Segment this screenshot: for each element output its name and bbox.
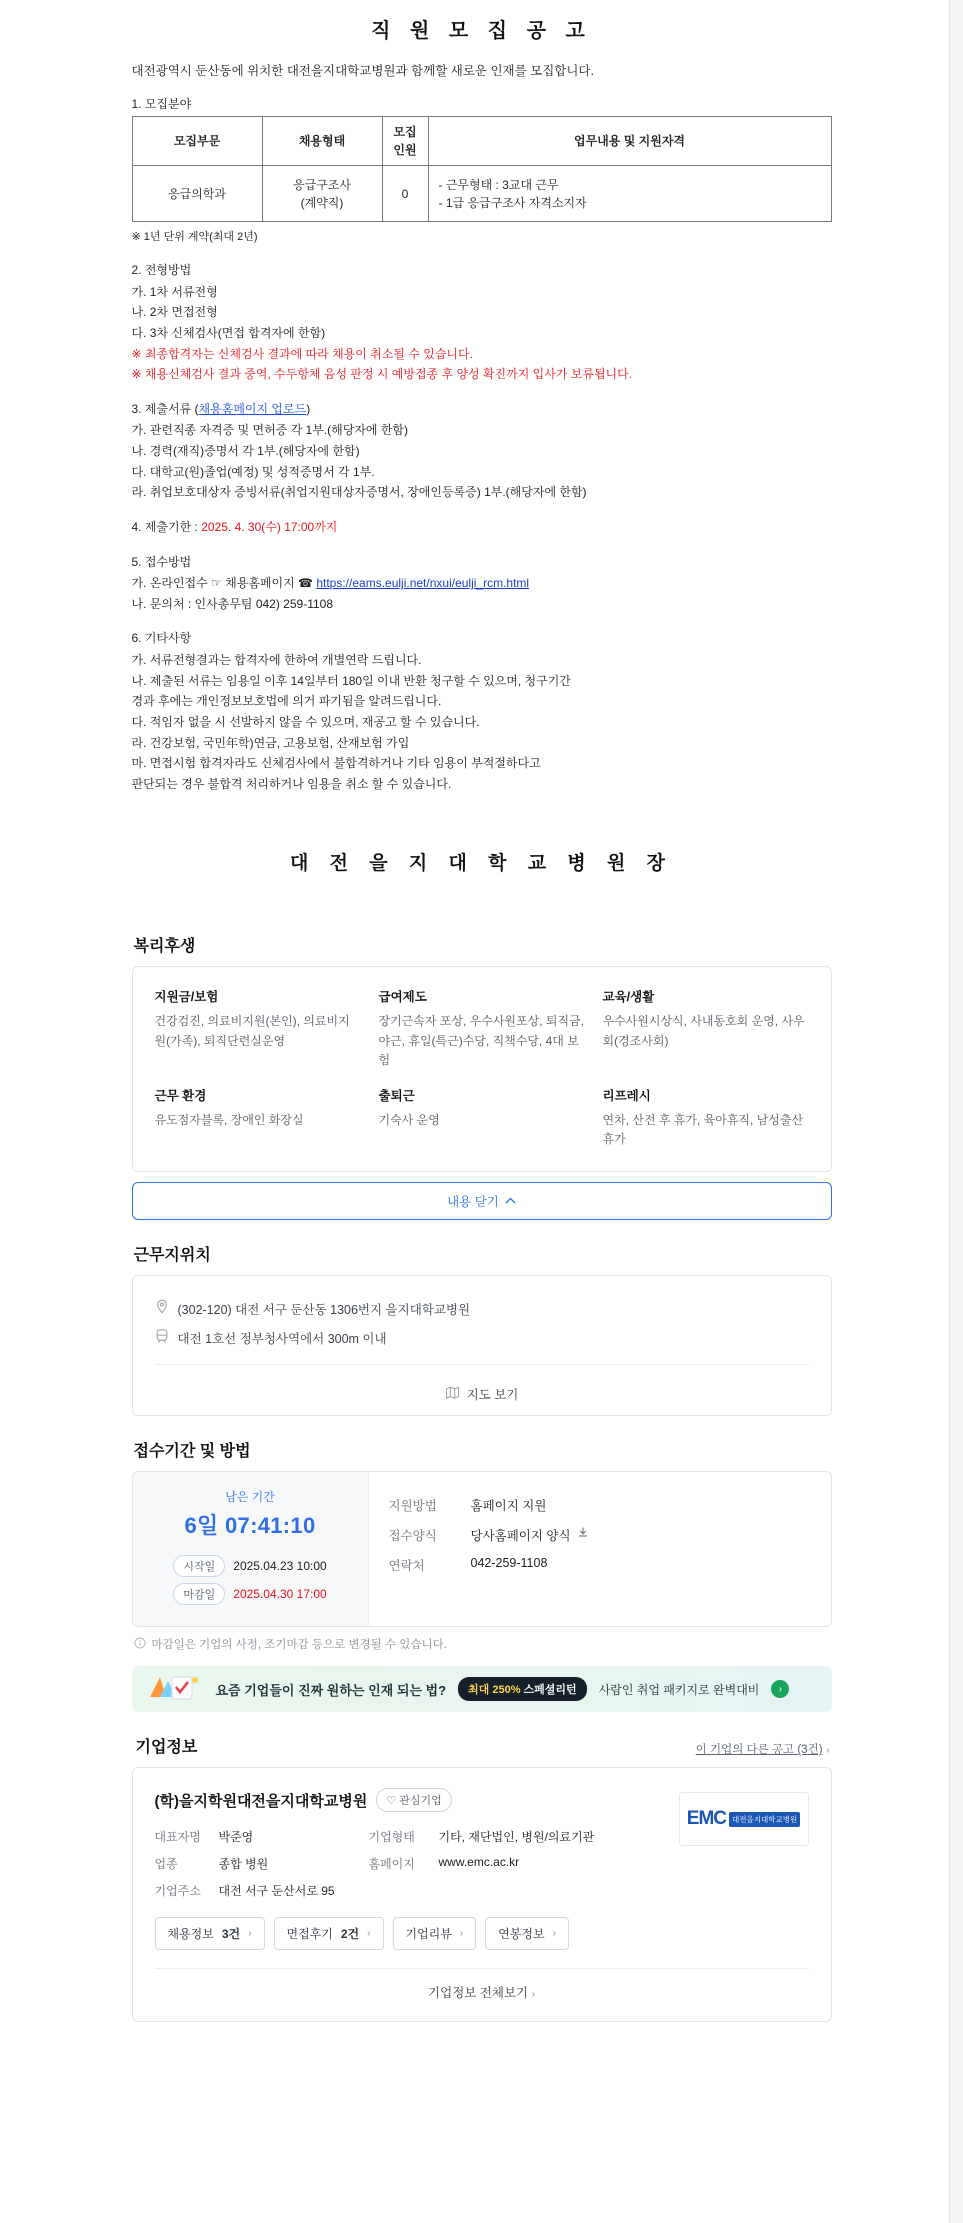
chip-interview-review[interactable] xyxy=(274,1917,384,1950)
collapse-content-button[interactable] xyxy=(132,1182,832,1220)
cell-type-line2: (계약직) xyxy=(300,195,344,210)
section-4-deadline: 2025. 4. 30(수) 17:00까지 xyxy=(201,519,338,534)
location-heading: 근무지위치 xyxy=(133,1247,211,1265)
apply-contact-value: 042-259-1108 xyxy=(470,1556,548,1571)
section-1-label: 1. 모집분야 xyxy=(131,97,192,111)
benefit-title: 지원금/보험 xyxy=(154,990,219,1005)
cell-duty-line2: - 1급 응급구조사 자격소지자 xyxy=(438,195,587,210)
chevron-right-icon: › xyxy=(459,1928,464,1940)
section-2-line-3: 다. 3차 신체검사(면접 합격자에 한함) xyxy=(131,325,326,340)
section-4-label: 4. 제출기한 : xyxy=(131,519,202,534)
company-logo-subtext: 대전을지대학교병원 xyxy=(729,1812,800,1827)
start-date-value: 2025.04.23 10:00 xyxy=(233,1559,327,1574)
company-address-value: 대전 서구 둔산서로 95 xyxy=(218,1884,335,1899)
chip-recruit-label: 채용정보 xyxy=(167,1927,214,1942)
chip-salary-info[interactable] xyxy=(485,1917,569,1950)
benefit-desc: 연차, 산전 후 휴가, 육아휴직, 남성출산휴가 xyxy=(602,1112,804,1147)
section-3-head-prefix: 3. 제출서류 ( xyxy=(131,401,199,416)
benefit-item xyxy=(379,1086,585,1149)
banner-badge-highlight: 최대 250% xyxy=(468,1684,521,1697)
grid-spacer-a xyxy=(369,1882,439,1899)
section-2-warning-1: ※ 최종합격자는 신체검사 결과에 따라 채용이 취소될 수 있습니다. xyxy=(131,346,473,361)
chevron-right-icon: › xyxy=(552,1928,556,1940)
section-6-line-3: 경과 후에는 개인정보보호법에 의거 파기됨을 알려드립니다. xyxy=(131,694,442,709)
interest-company-label: 관심기업 xyxy=(399,1795,442,1808)
apply-heading: 접수기간 및 방법 xyxy=(133,1443,251,1461)
apply-site-link[interactable]: https://eams.eulji.net/nxui/eulji_rcm.html xyxy=(316,576,530,591)
benefit-title: 교육/생활 xyxy=(602,990,655,1005)
end-date-value: 2025.04.30 17:00 xyxy=(233,1587,327,1602)
benefit-title: 근무 환경 xyxy=(154,1088,207,1103)
section-3-line-4: 라. 취업보호대상자 증빙서류(취업지원대상자증명서, 장애인등록증) 1부.(해당자에 한함) xyxy=(131,485,587,500)
notice-body xyxy=(132,0,832,911)
apply-details xyxy=(369,1472,831,1626)
section-5 xyxy=(132,552,832,629)
apply-form-value: 당사홈페이지 양식 xyxy=(470,1529,571,1544)
apply-note xyxy=(132,1627,832,1652)
benefit-item xyxy=(603,1086,809,1149)
cell-duty xyxy=(428,166,831,222)
th-count xyxy=(382,117,428,166)
apply-countdown xyxy=(133,1472,369,1626)
chevron-right-icon: › xyxy=(531,1989,535,2001)
apply-section xyxy=(132,1416,832,1712)
company-ceo-value: 박준영 xyxy=(218,1830,254,1845)
th-dept: 모집부문 xyxy=(132,117,262,166)
company-address-key: 기업주소 xyxy=(154,1884,201,1899)
apply-method-value: 홈페이지 지원 xyxy=(470,1499,547,1514)
apply-note-text: 마감일은 기업의 사정, 조기마감 등으로 변경될 수 있습니다. xyxy=(151,1639,447,1652)
section-5-line-1-prefix: 가. 온라인접수 ☞ 채용홈페이지 ☎ xyxy=(131,576,317,591)
section-3-head-suffix: ) xyxy=(306,401,311,416)
section-6-line-1: 가. 서류전형결과는 합격자에 한하여 개별연락 드립니다. xyxy=(131,653,422,667)
table-note: ※ 1년 단위 계약(최대 2년) xyxy=(131,231,258,243)
section-5-head: 5. 접수방법 xyxy=(131,554,192,569)
banner-text: 요즘 기업들이 진짜 원하는 인재 되는 법? xyxy=(215,1682,447,1698)
remaining-time: 6일 07:41:10 xyxy=(184,1513,316,1539)
notice-signature: 대 전 을 지 대 학 교 병 원 장 xyxy=(289,853,674,875)
section-6-line-4: 다. 적임자 없을 시 선발하지 않을 수 있으며, 재공고 할 수 있습니다. xyxy=(131,714,480,729)
banner-badge xyxy=(458,1677,587,1701)
section-2-warning-2: ※ 채용신체검사 결과 중역, 수두항체 음성 판정 시 예방접종 후 양성 확진까지 입사가 보류됩니다. xyxy=(131,367,633,382)
section-2-head: 2. 전형방법 xyxy=(131,263,192,277)
location-transit-row xyxy=(155,1323,809,1352)
benefit-item xyxy=(379,987,585,1070)
section-3-line-1: 가. 관련직종 자격증 및 면허증 각 1부.(해당자에 한함) xyxy=(131,423,409,438)
location-section xyxy=(132,1220,832,1416)
chip-interview-count: 2건 xyxy=(340,1927,360,1942)
section-6-line-2: 나. 제출된 서류는 임용일 이후 14일부터 180일 이내 반환 청구할 수 있으며, 청구기간 xyxy=(131,673,571,688)
benefits-grid xyxy=(133,967,831,1171)
section-6 xyxy=(132,628,832,808)
section-4-head xyxy=(132,517,832,538)
company-info-grid xyxy=(155,1812,715,1899)
chip-recruit-info[interactable] xyxy=(155,1917,265,1950)
section-5-line-2: 나. 문의처 : 인사총무팀 042) 259-1108 xyxy=(131,596,334,611)
company-heading: 기업정보 xyxy=(135,1739,198,1757)
benefit-desc: 건강검진, 의료비지원(본인), 의료비지원(가족), 퇴직단련실운영 xyxy=(154,1014,350,1048)
th-count-line1: 모집 xyxy=(393,125,417,139)
cell-duty-line1: - 근무형태 : 3교대 근무 xyxy=(438,177,559,192)
benefit-title: 급여제도 xyxy=(378,990,427,1005)
chevron-up-icon xyxy=(505,1194,516,1208)
section-3-line-3: 다. 대학교(원)졸업(예정) 및 성적증명서 각 1부. xyxy=(131,464,375,479)
section-6-line-6: 마. 면접시험 합격자라도 신체검사에서 불합격하거나 기타 임용이 부적절하다고 xyxy=(131,756,541,771)
location-transit: 대전 1호선 정부청사역에서 300m 이내 xyxy=(177,1331,387,1346)
company-industry-value: 종합 병원 xyxy=(218,1857,269,1872)
apply-card xyxy=(132,1471,832,1627)
th-type: 채용형태 xyxy=(262,117,382,166)
table-row xyxy=(132,166,831,222)
company-section xyxy=(132,1712,832,2022)
benefit-title: 리프레시 xyxy=(602,1088,651,1103)
start-date-pill: 시작일 xyxy=(173,1555,225,1577)
grid-spacer-b xyxy=(439,1882,715,1899)
benefits-section xyxy=(132,911,832,1220)
benefit-title: 출퇴근 xyxy=(378,1088,415,1103)
chip-interview-label: 면접후기 xyxy=(286,1927,333,1942)
map-icon xyxy=(445,1385,460,1403)
benefit-item xyxy=(155,1086,361,1149)
cell-count: 0 xyxy=(382,166,428,222)
company-chip-row xyxy=(155,1899,809,1950)
chip-salary-label: 연봉정보 xyxy=(498,1927,545,1942)
section-2-line-2: 나. 2차 면접전형 xyxy=(131,305,218,320)
interest-company-tag[interactable] xyxy=(376,1788,451,1812)
recruit-table xyxy=(132,116,832,222)
notice-title: 직 원 모 집 공 고 xyxy=(371,20,592,42)
apply-form-key: 접수양식 xyxy=(388,1529,437,1544)
benefit-desc: 기숙사 운영 xyxy=(378,1112,440,1127)
section-3-line-2: 나. 경력(재직)증명서 각 1부.(해당자에 한함) xyxy=(131,444,360,458)
view-map-button[interactable] xyxy=(133,1373,831,1415)
remaining-label: 남은 기간 xyxy=(225,1490,275,1505)
company-view-all-label: 기업정보 전체보기 xyxy=(428,1986,529,2001)
cell-type-line1: 응급구조사 xyxy=(293,177,351,192)
apply-contact-key: 연락처 xyxy=(388,1559,425,1574)
company-logo xyxy=(679,1792,809,1846)
benefit-item xyxy=(603,987,809,1070)
company-name: (학)을지학원대전을지대학교병원 xyxy=(154,1792,368,1810)
chevron-right-icon: › xyxy=(367,1928,371,1940)
company-logo-text: EMC xyxy=(686,1808,726,1830)
company-type-value: 기타, 재단법인, 병원/의료기관 xyxy=(438,1830,595,1845)
th-duty: 업무내용 및 지원자격 xyxy=(428,117,831,166)
company-homepage-value[interactable]: www.emc.ac.kr xyxy=(438,1855,520,1870)
table-header-row xyxy=(132,117,831,166)
section-3-head-link[interactable]: 채용홈페이지 업로드 xyxy=(198,401,307,416)
benefit-desc: 유도점자블록, 장애인 화장실 xyxy=(154,1112,304,1127)
location-address-row xyxy=(155,1294,809,1323)
banner-badge-rest: 스페셜리턴 xyxy=(520,1684,577,1697)
benefit-item xyxy=(155,987,361,1070)
banner-subtext: 사람인 취업 패키지로 완벽대비 xyxy=(598,1682,760,1697)
section-3-head xyxy=(132,399,832,421)
company-header xyxy=(132,1712,832,1767)
company-other-postings-label: 이 기업의 다른 공고 (3건) xyxy=(695,1744,823,1757)
company-view-all-button[interactable] xyxy=(155,1968,809,2001)
start-date-row xyxy=(133,1552,368,1580)
company-homepage-key: 홈페이지 xyxy=(368,1857,415,1872)
section-6-line-5: 라. 건강보험, 국민年학)연금, 고용보험, 산재보험 가입 xyxy=(131,735,410,750)
download-icon[interactable] xyxy=(577,1526,589,1544)
info-icon xyxy=(134,1637,146,1652)
benefit-desc: 장기근속자 포상, 우수사원포상, 퇴직금, 야근, 휴일(특근)수당, 직책수당, 4대 보험 xyxy=(378,1014,584,1067)
page-right-strip xyxy=(949,0,963,2223)
location-divider xyxy=(155,1364,809,1365)
chip-recruit-count: 3건 xyxy=(221,1927,241,1942)
location-body xyxy=(133,1276,831,1373)
promo-banner[interactable] xyxy=(132,1666,832,1712)
location-address: (302-120) 대전 서구 둔산동 1306번지 을지대학교병원 xyxy=(177,1302,471,1317)
company-card xyxy=(132,1767,832,2022)
company-type-key: 기업형태 xyxy=(368,1830,415,1845)
location-card xyxy=(132,1275,832,1416)
map-pin-icon xyxy=(155,1299,169,1318)
section-3 xyxy=(132,399,832,517)
apply-method-key: 지원방법 xyxy=(388,1499,437,1514)
benefits-card xyxy=(132,966,832,1172)
section-6-head: 6. 기타사항 xyxy=(131,631,192,646)
view-map-label: 지도 보기 xyxy=(466,1388,519,1403)
collapse-label: 내용 닫기 xyxy=(447,1195,499,1210)
apply-form-row xyxy=(389,1520,811,1550)
benefits-heading: 복리후생 xyxy=(133,938,196,956)
chevron-right-icon: › xyxy=(248,1928,252,1940)
cell-type xyxy=(262,166,382,222)
th-count-line2: 인원 xyxy=(393,143,417,157)
heart-icon: ♡ xyxy=(386,1795,397,1808)
notice-lead: 대전광역시 둔산동에 위치한 대전을지대학교병원과 함께할 새로운 인재를 모집합니다. xyxy=(131,64,594,78)
chip-company-review[interactable] xyxy=(393,1917,477,1950)
section-6-line-7: 판단되는 경우 불합격 처리하거나 임용을 취소 할 수 있습니다. xyxy=(131,776,452,791)
company-ceo-key: 대표자명 xyxy=(154,1830,201,1845)
apply-method-row xyxy=(389,1490,811,1520)
subway-icon xyxy=(155,1328,169,1347)
cell-dept: 응급의학과 xyxy=(132,166,262,222)
chevron-right-icon: › xyxy=(826,1745,830,1757)
company-industry-key: 업종 xyxy=(154,1857,178,1872)
section-2 xyxy=(132,260,832,399)
chip-company-review-label: 기업리뷰 xyxy=(405,1927,452,1942)
arrow-right-icon[interactable]: › xyxy=(771,1680,789,1698)
banner-graphic-icon xyxy=(146,1671,204,1708)
section-2-line-1: 가. 1차 서류전형 xyxy=(131,284,218,299)
end-date-pill: 마감일 xyxy=(173,1583,225,1605)
end-date-row xyxy=(133,1580,368,1608)
section-5-line-1 xyxy=(132,573,832,594)
apply-contact-row xyxy=(389,1550,811,1580)
section-4 xyxy=(132,517,832,552)
company-other-postings-link[interactable] xyxy=(696,1741,830,1757)
benefit-desc: 우수사원시상식, 사내동호회 운영, 사우회(경조사회) xyxy=(602,1014,805,1048)
